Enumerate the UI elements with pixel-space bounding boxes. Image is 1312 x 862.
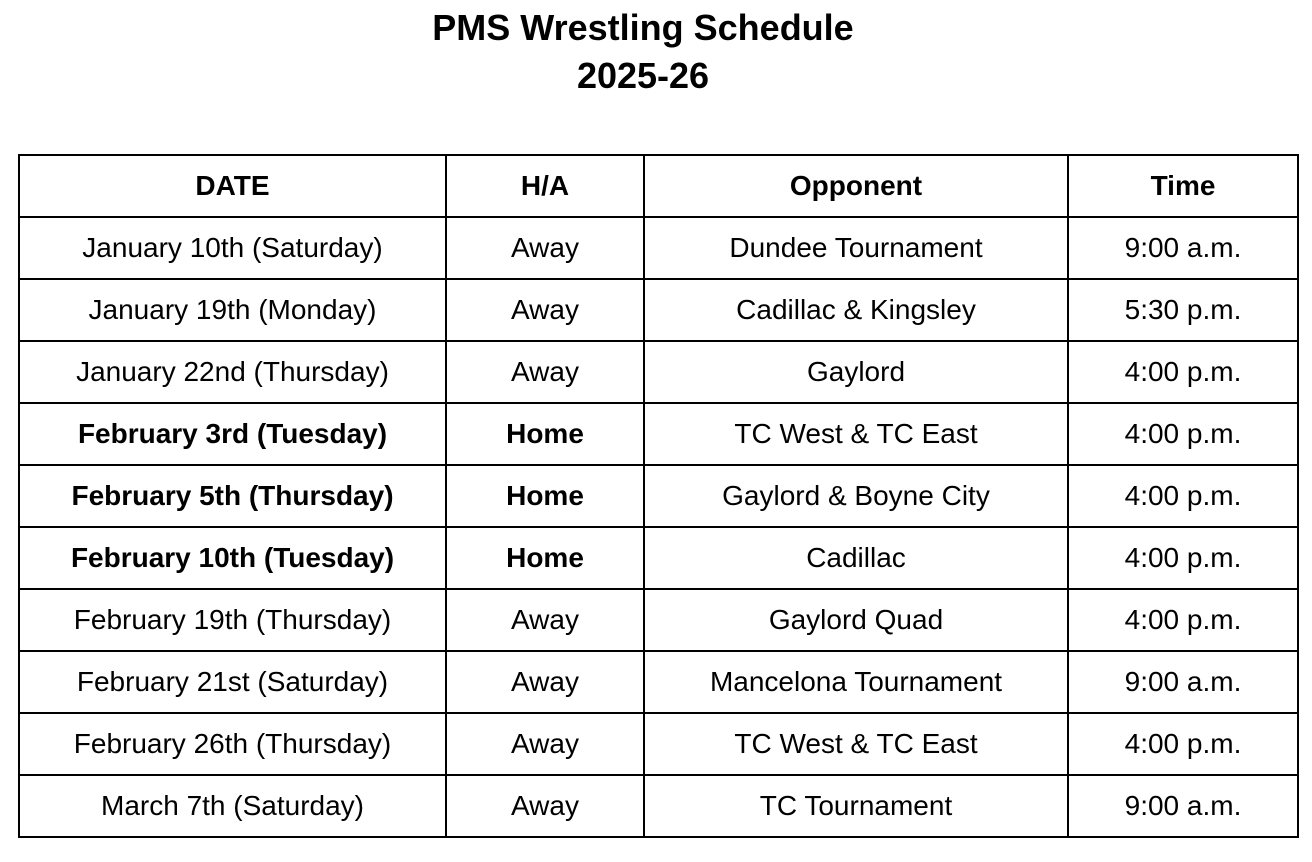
time-cell: 4:00 p.m.: [1068, 341, 1298, 403]
header-home-away: H/A: [446, 155, 644, 217]
date-cell: January 22nd (Thursday): [19, 341, 446, 403]
document-title: [0, 4, 1286, 100]
schedule-table: [18, 154, 1299, 838]
time-cell: 4:00 p.m.: [1068, 465, 1298, 527]
table-row: [19, 403, 1298, 465]
home-away-cell: Away: [446, 341, 644, 403]
table-header-row: [19, 155, 1298, 217]
header-opponent: Opponent: [644, 155, 1068, 217]
date-cell: February 19th (Thursday): [19, 589, 446, 651]
time-cell: 9:00 a.m.: [1068, 217, 1298, 279]
table-row: [19, 465, 1298, 527]
opponent-cell: Dundee Tournament: [644, 217, 1068, 279]
opponent-cell: TC West & TC East: [644, 403, 1068, 465]
date-cell: February 21st (Saturday): [19, 651, 446, 713]
date-cell: February 26th (Thursday): [19, 713, 446, 775]
date-cell: February 5th (Thursday): [19, 465, 446, 527]
home-away-cell: Home: [446, 465, 644, 527]
title-line-2: 2025-26: [576, 55, 710, 96]
time-cell: 4:00 p.m.: [1068, 527, 1298, 589]
home-away-cell: Home: [446, 403, 644, 465]
table-row: [19, 341, 1298, 403]
home-away-cell: Away: [446, 651, 644, 713]
table-row: [19, 651, 1298, 713]
date-cell: March 7th (Saturday): [19, 775, 446, 837]
table-row: [19, 589, 1298, 651]
title-line-1: PMS Wrestling Schedule: [432, 7, 854, 48]
table-row: [19, 217, 1298, 279]
opponent-cell: TC Tournament: [644, 775, 1068, 837]
table-row: [19, 775, 1298, 837]
home-away-cell: Away: [446, 775, 644, 837]
time-cell: 9:00 a.m.: [1068, 775, 1298, 837]
opponent-cell: Gaylord & Boyne City: [644, 465, 1068, 527]
home-away-cell: Away: [446, 279, 644, 341]
opponent-cell: Mancelona Tournament: [644, 651, 1068, 713]
opponent-cell: Cadillac: [644, 527, 1068, 589]
opponent-cell: TC West & TC East: [644, 713, 1068, 775]
home-away-cell: Home: [446, 527, 644, 589]
table-row: [19, 713, 1298, 775]
header-time: Time: [1068, 155, 1298, 217]
time-cell: 4:00 p.m.: [1068, 403, 1298, 465]
date-cell: January 19th (Monday): [19, 279, 446, 341]
date-cell: February 3rd (Tuesday): [19, 403, 446, 465]
date-cell: January 10th (Saturday): [19, 217, 446, 279]
time-cell: 4:00 p.m.: [1068, 713, 1298, 775]
home-away-cell: Away: [446, 713, 644, 775]
table-row: [19, 527, 1298, 589]
time-cell: 9:00 a.m.: [1068, 651, 1298, 713]
home-away-cell: Away: [446, 217, 644, 279]
opponent-cell: Gaylord: [644, 341, 1068, 403]
opponent-cell: Cadillac & Kingsley: [644, 279, 1068, 341]
header-date: DATE: [19, 155, 446, 217]
home-away-cell: Away: [446, 589, 644, 651]
table-row: [19, 279, 1298, 341]
date-cell: February 10th (Tuesday): [19, 527, 446, 589]
time-cell: 4:00 p.m.: [1068, 589, 1298, 651]
time-cell: 5:30 p.m.: [1068, 279, 1298, 341]
opponent-cell: Gaylord Quad: [644, 589, 1068, 651]
